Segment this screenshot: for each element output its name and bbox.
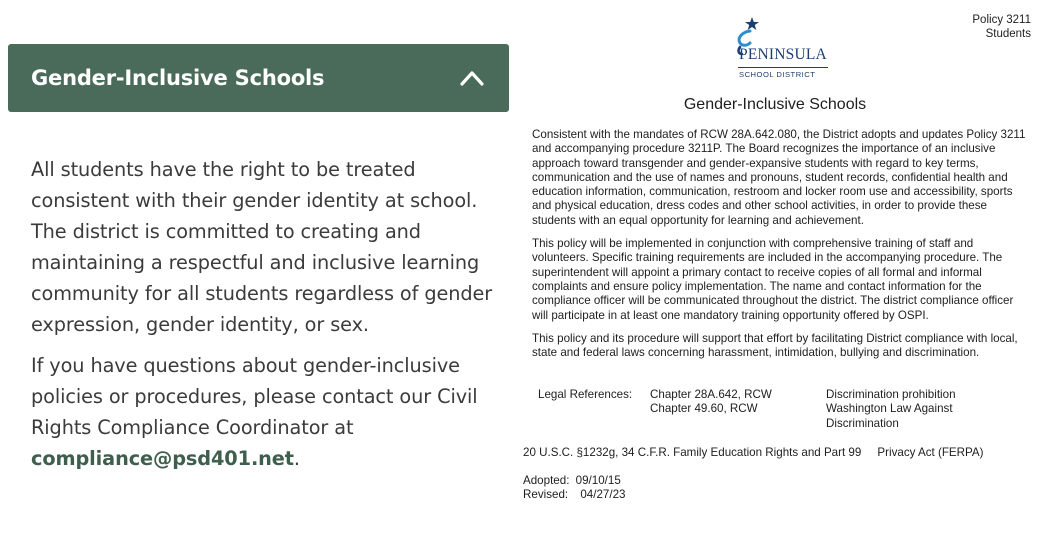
legal-descriptions (826, 388, 956, 431)
policy-dates (523, 474, 625, 503)
legal-citations (650, 388, 772, 417)
description: Discrimination (826, 416, 899, 430)
district-logo (724, 15, 844, 85)
policy-category: Students (985, 28, 1031, 40)
policy-meta (972, 13, 1031, 41)
accordion-content (8, 112, 509, 474)
document-title: Gender-Inclusive Schools (683, 96, 867, 113)
gender-inclusive-accordion (8, 44, 509, 474)
policy-paragraph: This policy and its procedure will support that effort by facilitating District compliance with local, state and federal laws concerning harassment, intimidation, bullying and discrimination. (532, 331, 1018, 360)
period: . (293, 447, 300, 470)
rights-paragraph: All students have the right to be treated consistent with their gender identity at school. The district is committed to creating and maintaining a respectful and inclusive learning community for all students regardless of gender expression, gender identity, or sex. (31, 158, 493, 336)
adopted-label: Adopted: (523, 474, 570, 487)
revised-date: 04/27/23 (580, 488, 626, 502)
description: Washington Law Against (826, 402, 953, 416)
federal-reference-line: 20 U.S.C. §1232g, 34 C.F.R. Family Education Rights and Part 99 Privacy Act (FERPA) (523, 446, 984, 459)
policy-number: Policy 3211 (972, 14, 1031, 26)
contact-text: If you have questions about gender-inclusive policies or procedures, please contact our Civil Rights Compliance Coordinator at (31, 354, 478, 439)
policy-paragraph: Consistent with the mandates of RCW 28A.642.080, the District adopts and updates Policy 3211 and accompanying procedure 3211P. The Board recognizes the importance of an inclusive approach toward transgender and gender-expansive students with regard to key terms, communication and the use of names and pronouns, student records, confidential health and education information, communication, restroom and locker room use and accessibility, sports and physical education, dress codes and other school activities, in order to provide these students with an equal opportunity for learning and achievement. (532, 128, 1026, 227)
citation: Chapter 28A.642, RCW (650, 388, 772, 401)
contact-paragraph (31, 350, 509, 474)
logo-name: PENINSULA (739, 46, 827, 63)
policy-paragraph: This policy will be implemented in conjunction with comprehensive training of staff and volunteers. Specific training requirements are included in the accompanying procedure. The superintendent will appoint a primary contact to receive copies of all formal and informal complaints and ensure policy implementation. The name and contact information for the compliance officer will be communicated throughout the district. The district compliance officer will participate in at least one mandatory training opportunity offered by OSPI. (532, 237, 1014, 322)
chevron-up-icon[interactable] (459, 69, 485, 87)
description: Discrimination prohibition (826, 388, 956, 401)
citation: Chapter 49.60, RCW (650, 402, 758, 416)
policy-document (510, 0, 1040, 534)
adopted-date: 09/10/15 (575, 474, 621, 487)
logo-divider (738, 67, 828, 69)
document-body (532, 128, 1032, 369)
adopted-row (523, 474, 625, 488)
accordion-title: Gender-Inclusive Schools (31, 66, 325, 90)
compliance-email-link[interactable]: compliance@psd401.net (31, 447, 294, 470)
legal-references-label: Legal References: (538, 388, 633, 401)
revised-label: Revised: (523, 488, 569, 502)
accordion-header[interactable] (8, 44, 509, 112)
revised-row (523, 488, 625, 502)
logo-subtitle: SCHOOL DISTRICT (739, 70, 816, 79)
